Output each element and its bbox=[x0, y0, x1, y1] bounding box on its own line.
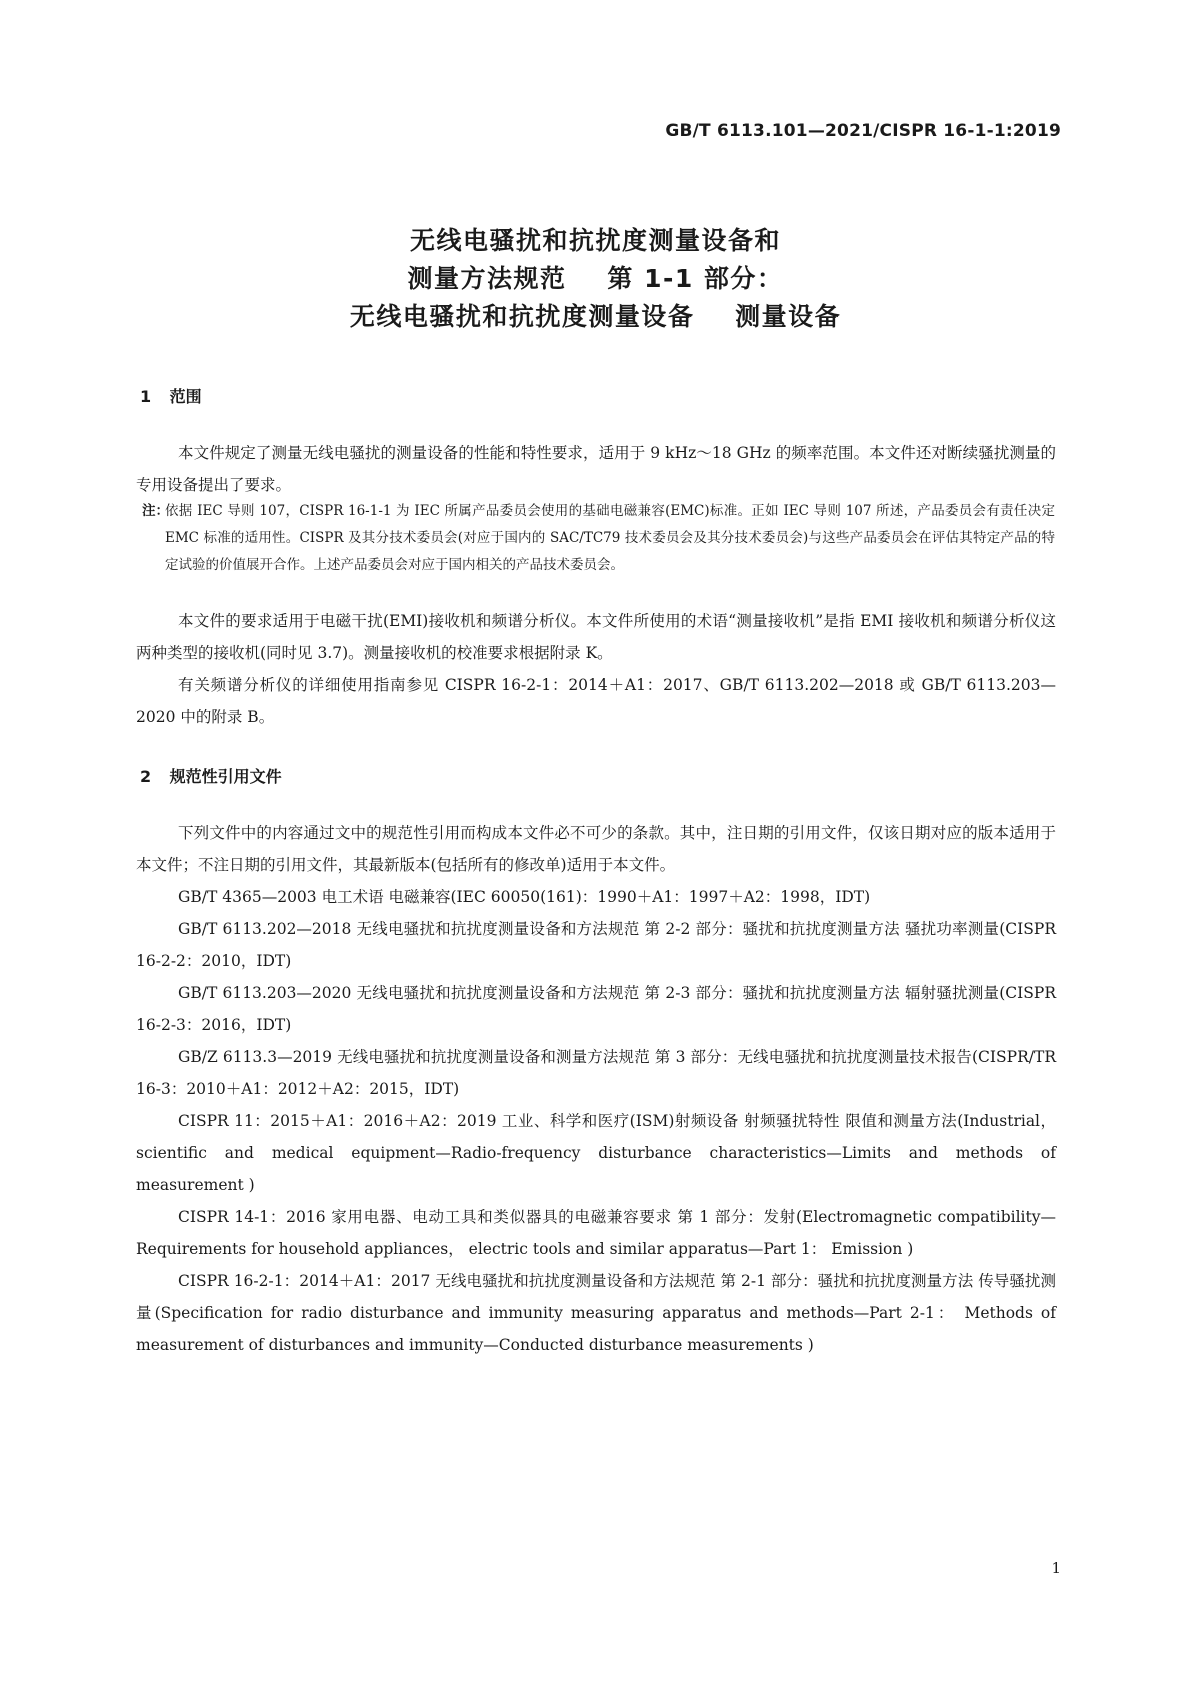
title-line-1: 无线电骚扰和抗扰度测量设备和 bbox=[409, 226, 781, 255]
section-1-para-1-block bbox=[136, 437, 1056, 501]
reference-item: GB/T 4365—2003 电工术语 电磁兼容(IEC 60050(161)：1990＋A1：1997＋A2：1998，IDT) bbox=[178, 888, 871, 906]
note-text: 依据 IEC 导则 107，CISPR 16-1-1 为 IEC 所属产品委员会使用的基础电磁兼容(EMC)标准。正如 IEC 导则 107 所述，产品委员会有责任决定 EMC 标准的适用性。CISPR 及其分技术委员会(对应于国内的 SAC/TC79 技术委员会及其分技术委员会)与这些产品委员会在评估其特定产品的特定试验的价值展开合作。上述产品委员会对应于国内相关的产品技术委员会。 bbox=[165, 503, 1055, 573]
section-1-para-2: 本文件的要求适用于电磁干扰(EMI)接收机和频谱分析仪。本文件所使用的术语“测量接收机”是指 EMI 接收机和频谱分析仪这两种类型的接收机(同时见 3.7)。测量接收机的校准要求根据附录 K。 bbox=[136, 612, 1056, 662]
reference-item: CISPR 11：2015＋A1：2016＋A2：2019 工业、科学和医疗(ISM)射频设备 射频骚扰特性 限值和测量方法(Industrial， scientific and medical equipment—Radio-frequency disturbance characteristics—Limits and methods of measurement ) bbox=[136, 1112, 1056, 1194]
section-1-para-2-3-block bbox=[136, 605, 1056, 733]
section-1-title: 范围 bbox=[169, 387, 202, 406]
section-1-note bbox=[142, 498, 1055, 579]
title-line-3: 无线电骚扰和抗扰度测量设备 测量设备 bbox=[349, 302, 842, 331]
reference-item: GB/Z 6113.3—2019 无线电骚扰和抗扰度测量设备和测量方法规范 第 3 部分：无线电骚扰和抗扰度测量技术报告(CISPR/TR 16-3：2010＋A1：2012＋A2：2015，IDT) bbox=[136, 1048, 1056, 1098]
reference-item: CISPR 14-1：2016 家用电器、电动工具和类似器具的电磁兼容要求 第 1 部分：发射(Electromagnetic compatibility—Requirements for household appliances， electric tools and similar apparatus—Part 1： Emission ) bbox=[136, 1208, 1056, 1258]
section-2-title: 规范性引用文件 bbox=[169, 767, 282, 786]
section-1-para-1: 本文件规定了测量无线电骚扰的测量设备的性能和特性要求，适用于 9 kHz～18 GHz 的频率范围。本文件还对断续骚扰测量的专用设备提出了要求。 bbox=[136, 444, 1056, 494]
section-1-para-3: 有关频谱分析仪的详细使用指南参见 CISPR 16-2-1：2014＋A1：2017、GB/T 6113.202—2018 或 GB/T 6113.203—2020 中的附录 B。 bbox=[136, 676, 1056, 726]
section-1-number: 1 bbox=[140, 387, 152, 406]
note-label: 注： bbox=[142, 503, 169, 519]
section-2-heading bbox=[140, 764, 282, 787]
document-title bbox=[0, 222, 1191, 336]
reference-item: GB/T 6113.203—2020 无线电骚扰和抗扰度测量设备和方法规范 第 2-3 部分：骚扰和抗扰度测量方法 辐射骚扰测量(CISPR 16-2-3：2016，IDT) bbox=[136, 984, 1056, 1034]
section-2-intro: 下列文件中的内容通过文中的规范性引用而构成本文件必不可少的条款。其中，注日期的引用文件，仅该日期对应的版本适用于本文件；不注日期的引用文件，其最新版本(包括所有的修改单)适用于本文件。 bbox=[136, 824, 1056, 874]
section-2-number: 2 bbox=[140, 767, 152, 786]
title-line-2: 测量方法规范 第 1-1 部分： bbox=[407, 264, 784, 293]
section-1-heading bbox=[140, 384, 202, 407]
section-2-body bbox=[136, 817, 1056, 1361]
reference-item: GB/T 6113.202—2018 无线电骚扰和抗扰度测量设备和方法规范 第 2-2 部分：骚扰和抗扰度测量方法 骚扰功率测量(CISPR 16-2-2：2010，IDT) bbox=[136, 920, 1056, 970]
standard-code: GB/T 6113.101—2021/CISPR 16-1-1:2019 bbox=[665, 121, 1061, 141]
page-number: 1 bbox=[1051, 1559, 1061, 1577]
reference-item: CISPR 16-2-1：2014＋A1：2017 无线电骚扰和抗扰度测量设备和方法规范 第 2-1 部分：骚扰和抗扰度测量方法 传导骚扰测量(Specification for radio disturbance and immunity measuring apparatus and methods—Part 2-1： Methods of measurement of disturbances and immunity—Conducted disturbance measurements ) bbox=[136, 1272, 1056, 1354]
